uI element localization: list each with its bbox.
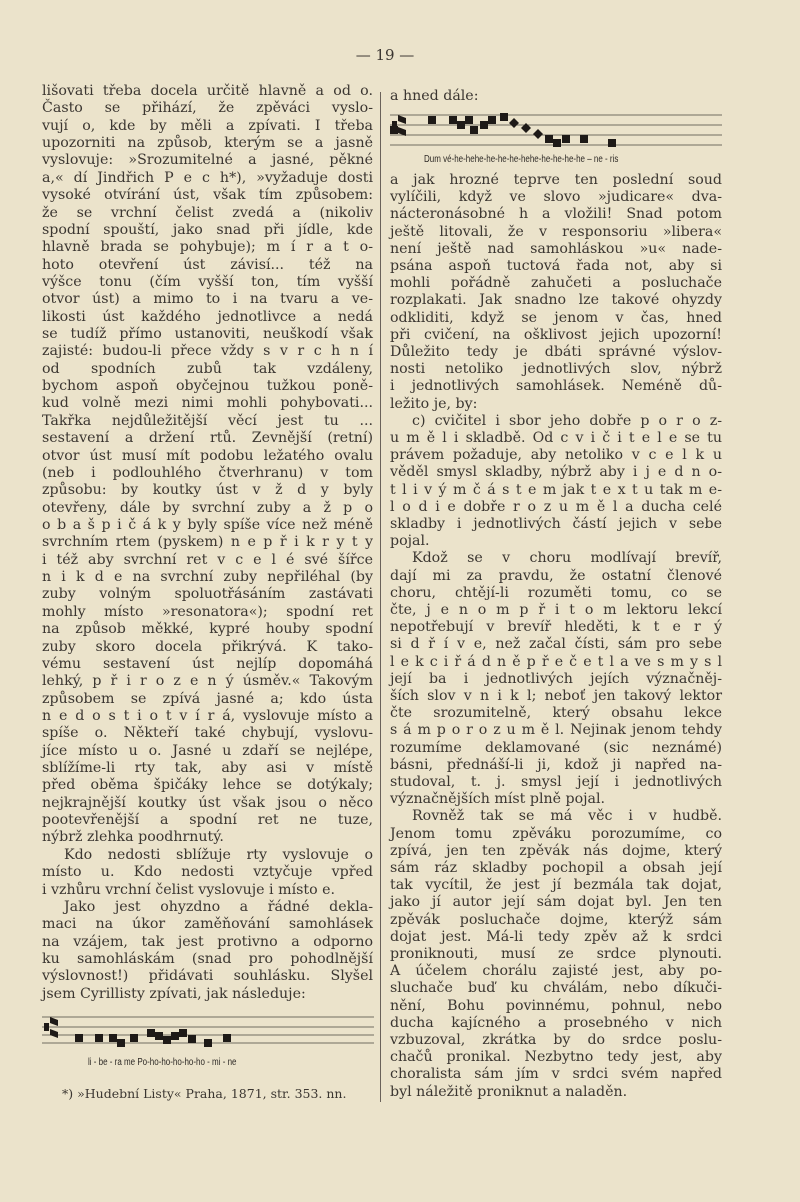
text-line: ještě litovali, že v responsoriu »libera« (390, 223, 722, 240)
text-line: čte srozumitelně, který obsahu lekce (390, 705, 722, 722)
neume-note (509, 118, 519, 128)
text-line: otevřeny, dále by svrchní zuby a ž p o (42, 499, 373, 516)
neume-note (553, 139, 561, 147)
text-line: maci na úkor zaměňování samohlásek (42, 916, 373, 933)
text-line: nepotřebují v brevíř hleděti, k t e r ý (390, 619, 722, 636)
neume-note (163, 1036, 171, 1044)
text-line: c) cvičitel i sbor jeho dobře p o r o z- (412, 412, 722, 429)
text-line: i jednotlivých samohlásek. Neméně dů- (390, 378, 722, 395)
text-line: zuby skoro docela přikrývá. K tako- (42, 638, 373, 655)
text-line: výšce tonu (čím vyšší ton, tím vyšší (42, 273, 373, 290)
text-line: ducha kajícného a prosebného v nich (390, 1014, 722, 1031)
text-line: a,« dí Jindřich P e c h*), »vyžaduje dosti (42, 169, 373, 186)
text-line: místo u. Kdo nedosti vztyčuje vpřed (42, 864, 373, 881)
text-line: na vzájem, tak jest protivno a odporno (42, 933, 373, 950)
text-line: se tudíž přímo ustanoviti, neuškodí však (42, 326, 373, 343)
text-line: s á m p o r o z u m ě l. Nejinak jenom tehdy (390, 722, 722, 739)
text-line: věděl smysl skladby, nýbrž aby i j e d n o- (390, 464, 722, 481)
text-line: čte, j e n o m p ř i t o m lektoru lekcí (390, 602, 722, 618)
neume-note (109, 1034, 117, 1042)
text-line: hoto otevření úst závisí... též na (42, 256, 373, 273)
text-line: (neb i podlouhlého čtverhranu) v tom (42, 464, 373, 481)
text-line: mohli pořádně zahučeti a posluchače (390, 275, 722, 292)
text-line: vému sestavení úst nejlíp dopomáhá (42, 655, 373, 672)
text-line: proniknouti, musí ze srdce plynouti. (390, 946, 722, 962)
text-line: si d ř í v e, než začal čísti, sám pro sebe (390, 636, 722, 653)
text-line: dají mi za pravdu, že ostatní členové (390, 567, 722, 584)
text-line: sblížíme-li rty tak, aby asi v místě (42, 760, 373, 777)
neume-note (117, 1039, 125, 1047)
chant-lyrics-right: Dum vé-he-hehe-he-he-he-hehe-he-he-he-he – ne - ris (424, 154, 619, 165)
text-line: t l i v ý m č á s t e m jak t e x t u tak m e- (390, 481, 722, 498)
text-line: od spodních zubů tak vzdáleny, (42, 360, 373, 377)
page-number: — 19 — (355, 46, 415, 64)
text-line: nění, Bohu povinnému, pohnul, nebo (390, 997, 722, 1014)
text-line: že se vrchní čelist zvedá a (nikoliv (42, 204, 373, 221)
text-line: n e d o s t i o t v í r á, vyslovuje místo a (42, 707, 373, 724)
text-line: o b a š p i č á k y byly spíše více než méně (42, 517, 373, 533)
text-line: Kdo nedosti sblížuje rty vyslovuje o (64, 846, 373, 863)
neume-note (155, 1032, 163, 1040)
text-line: Rovněž tak se má věc i v hudbě. (412, 808, 722, 825)
music-intro: a hned dále: (390, 88, 479, 104)
text-line: právem požaduje, aby netoliko v c e l k u (390, 447, 722, 464)
text-line: Jenom tomu zpěváku porozumíme, co (390, 825, 722, 842)
neume-note (500, 113, 508, 121)
text-line: nýbrž zlehka poodhrnutý. (42, 829, 224, 846)
text-line: zpěvák posluchače dojme, kterýž sám (390, 911, 722, 928)
text-line: před oběma špičáky lehce se dotýkaly; (42, 777, 373, 794)
text-line: její ba i jednotlivých jejích význačněj- (390, 670, 722, 687)
text-line: ku samohláskám (snad pro pohodlnější (42, 951, 373, 967)
text-line: chačů pronikal. Nezbytno tedy jest, aby (390, 1049, 722, 1066)
text-line: jíce místo u o. Jasné u zdaří se nejlépe, (42, 742, 373, 759)
text-line: Takřka nejdůležitější věcí jest tu ... (42, 412, 373, 429)
text-line: spíše o. Někteří také chybují, vyslovu- (42, 725, 373, 742)
text-line: otvor úst musí mít podobu ležatého ovalu (42, 447, 373, 464)
neume-note (188, 1035, 196, 1043)
text-line: l o d i e dobře r o z u m ě l a ducha celé (390, 498, 722, 515)
text-line: a jak hrozné teprve ten poslední soud (390, 172, 722, 188)
text-line: jsem Cyrillisty zpívati, jak následuje: (42, 985, 306, 1002)
neume-note (204, 1039, 212, 1047)
neume-note (470, 126, 478, 134)
neume-note (147, 1029, 155, 1037)
neume-note (179, 1029, 187, 1037)
neume-note (95, 1034, 103, 1042)
text-line: význačnějších míst plně pojal. (390, 791, 606, 808)
chant-notation-left (42, 1010, 374, 1055)
chant-notation-right (390, 106, 722, 154)
text-line: l e k c i ř á d n ě p ř e č e t l a ve s m y s l (390, 653, 722, 670)
text-line: Kdož se v choru modlívají brevíř, (412, 550, 722, 567)
text-line: sluchače buď ku chválám, nebo díkuči- (390, 980, 722, 997)
text-line: A účelem chorálu zajisté jest, aby po- (390, 963, 722, 980)
text-line: vyslovuje: »Srozumitelné a jasné, pěkné (42, 152, 373, 169)
neume-note (580, 135, 588, 143)
text-line: i též aby svrchní ret v c e l é své šířce (42, 551, 373, 568)
neume-note (562, 135, 570, 143)
neume-note (171, 1032, 179, 1040)
neume-note (533, 129, 543, 139)
neume-note (545, 135, 553, 143)
text-line: rozplakati. Jak snadno lze takové ohyzdy (390, 292, 722, 309)
neume-note (390, 126, 398, 134)
text-line: rozumíme deklamované (sic neznámé) (390, 739, 722, 756)
text-line: spodní spouští, jako snad při jídle, kde (42, 221, 373, 238)
neume-note (428, 116, 436, 124)
text-line: lehký, p ř i r o z e n ý úsměv.« Takovým (42, 673, 373, 690)
text-line: zuby volným spoluotřásáním zastávati (42, 586, 373, 603)
text-line: pojal. (390, 533, 430, 550)
text-line: byl náležitě proniknut a naladěn. (390, 1083, 628, 1100)
text-line: studoval, t. j. smysl její i jednotlivých (390, 774, 722, 790)
neume-note (223, 1034, 231, 1042)
neume-note (130, 1034, 138, 1042)
text-line: zajisté: budou-li přece vždy s v r c h n í (42, 343, 373, 360)
text-line: zpívá, jen ten zpěvák nás dojme, který (390, 842, 722, 859)
neume-note (457, 121, 465, 129)
text-line: dojat jest. Má-li tedy zpěv až k srdci (390, 928, 722, 945)
text-line: kud volně mezi nimi mohli pohybovati... (42, 395, 373, 412)
text-line: vují o, kde by měli a zpívati. I třeba (42, 117, 373, 134)
text-line: bychom aspoň obyčejnou tužkou poně- (42, 378, 373, 395)
text-line: vylíčili, když ve slovo »judicare« dva- (390, 189, 722, 206)
text-line: vzbuzoval, zkrátka by do srdce poslu- (390, 1032, 722, 1048)
text-line: nácteronásobné h a vložili! Snad potom (390, 206, 722, 223)
text-line: při cvičení, na ošklivost jejich upozorní! (390, 326, 722, 343)
text-line: nosti netoliko jednotlivých slov, nýbrž (390, 361, 722, 378)
text-line: i vzhůru vrchní čelist vyslovuje i místo e. (42, 881, 336, 898)
text-line: pootevřenější a spodní ret ne tuze, (42, 812, 373, 829)
text-line: psána aspoň tuctová řada not, aby si (390, 258, 722, 274)
text-line: n i k d e na svrchní zuby nepřiléhal (by (42, 569, 373, 586)
footnote: *) »Hudební Listy« Praha, 1871, str. 353. nn. (62, 1086, 347, 1101)
text-line: likosti úst každého jednotlivce a nedá (42, 308, 373, 325)
neume-note (488, 116, 496, 124)
text-line: na způsob měkké, kypré houby spodní (42, 621, 373, 638)
text-line: svrchním rtem (pyskem) n e p ř i k r y t y (42, 534, 373, 551)
text-line: vysoké otvírání úst, však tím způsobem: (42, 187, 373, 204)
text-line: u m ě l i skladbě. Od c v i č i t e l e se tu (390, 430, 722, 446)
text-line: skladby i jednotlivých částí jejich v sebe (390, 516, 722, 532)
text-line: básni, přednáší-li ji, kdož ji napřed na- (390, 756, 722, 773)
text-line: odkliditi, když se jenom v čas, hned (390, 309, 722, 326)
text-line: choru, chtějí-li rozuměti tomu, co se (390, 584, 722, 601)
text-line: není ještě nad samohláskou »u« nade- (390, 240, 722, 257)
text-line: výslovnost!) přidávati souhlásku. Slyšel (42, 968, 373, 985)
text-line: Jako jest ohyzdno a řádné dekla- (64, 898, 373, 915)
text-line: sám ráz skladby pochopil a obsah její (390, 860, 722, 876)
neume-note (521, 123, 531, 133)
chant-lyrics-left: li - be - ra me Po-ho-ho-ho-ho-ho - mi - ne (88, 1057, 237, 1068)
text-line: sestavení a držení rtů. Zevnější (retní) (42, 430, 373, 447)
neume-note (449, 116, 457, 124)
text-line: mohly místo »resonatora«); spodní ret (42, 603, 373, 620)
text-line: otvor úst) a mimo to i na tvaru a ve- (42, 291, 373, 308)
text-line: choralista sám jím v srdci svém napřed (390, 1066, 722, 1083)
column-divider (380, 92, 381, 1102)
neume-note (608, 139, 616, 147)
text-line: hlavně brada se pohybuje); m í r a t o- (42, 239, 373, 256)
text-line: jako jí autor její sám dojat byl. Jen ten (390, 894, 722, 911)
text-line: nejkrajnější koutky úst však jsou o něco (42, 794, 373, 811)
neume-note (465, 116, 473, 124)
text-line: způsobem se zpívá jasné a; kdo ústa (42, 690, 373, 707)
text-line: Často se přihází, že zpěváci vyslo- (42, 100, 373, 117)
text-line: způsobu: by koutky úst v ž d y byly (42, 482, 373, 499)
text-line: lišovati třeba docela určitě hlavně a od o. (42, 83, 373, 99)
text-line: Důležito tedy je dbáti správné výslov- (390, 344, 722, 360)
neume-note (75, 1034, 83, 1042)
text-line: ších slov v n i k l; neboť jen takový lektor (390, 688, 722, 704)
text-line: ležito je, by: (390, 395, 478, 412)
text-line: tak vycítil, že jest jí bezmála tak dojat, (390, 877, 722, 894)
text-line: upozorniti na způsob, kterým se a jasně (42, 135, 373, 152)
neume-note (480, 121, 488, 129)
